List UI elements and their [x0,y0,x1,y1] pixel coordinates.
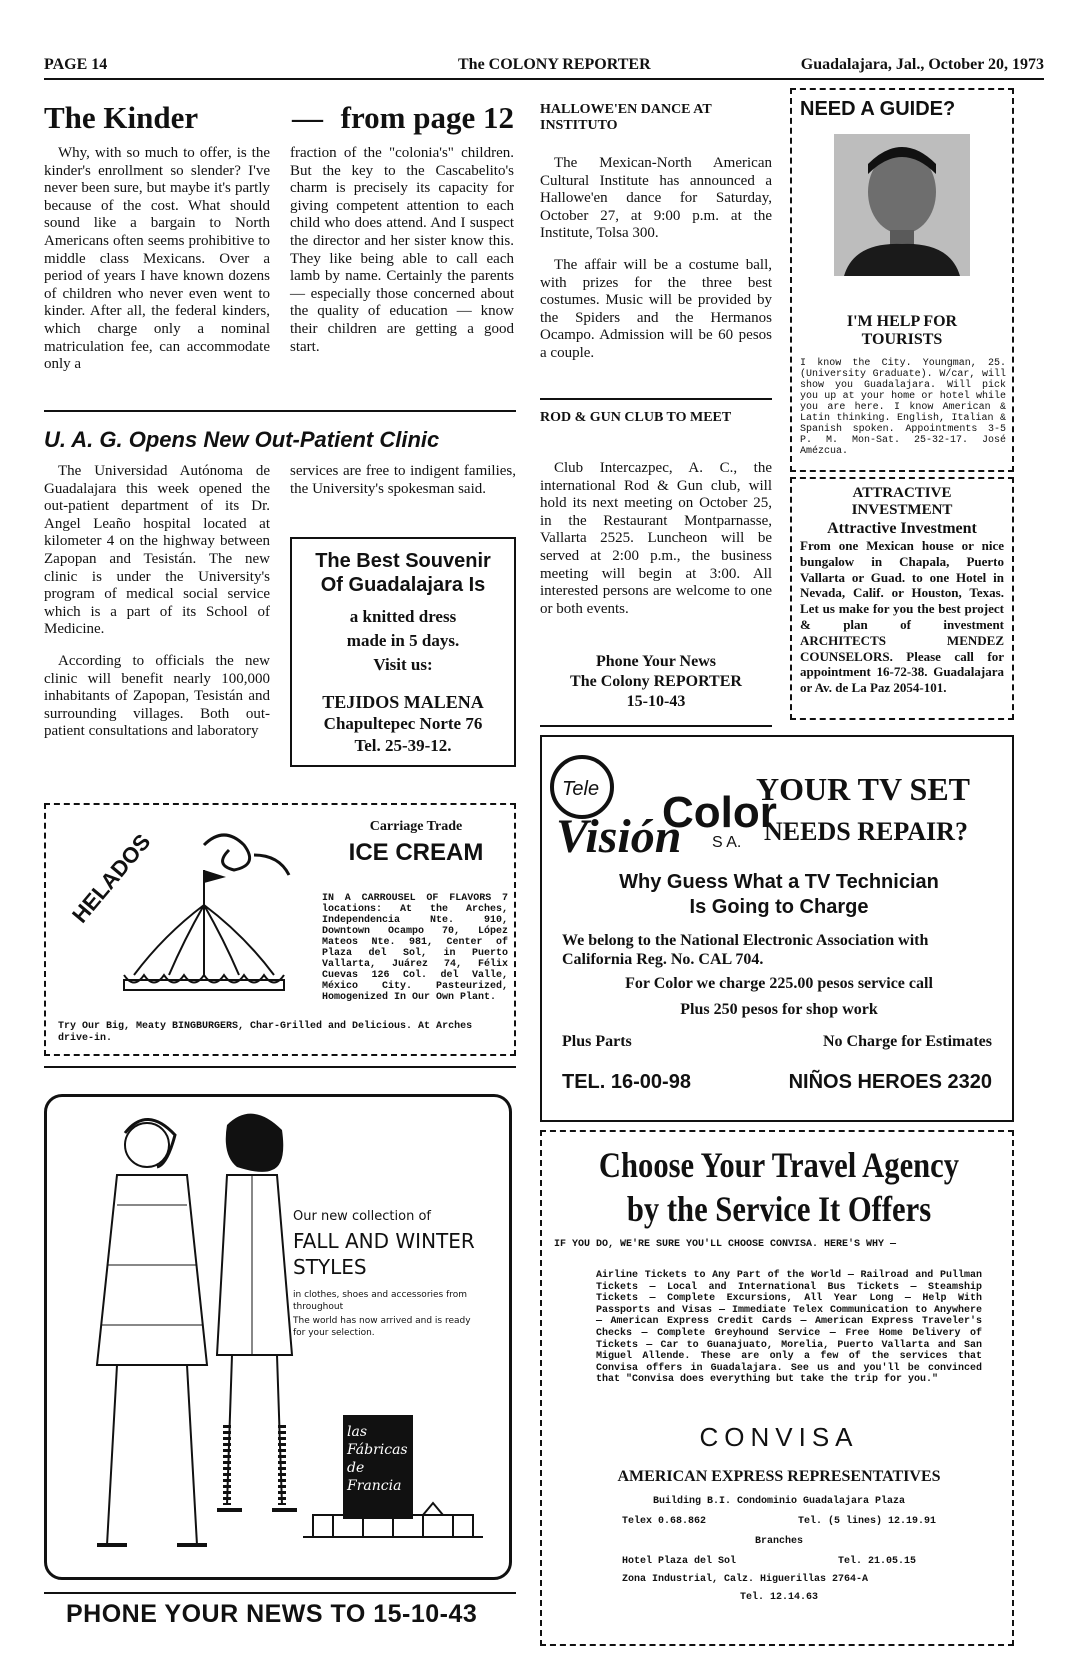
investment-title2: INVESTMENT [851,502,953,518]
dateline: Guadalajara, Jal., October 20, 1973 [800,56,1044,73]
icecream-footer: Try Our Big, Meaty BINGBURGERS, Char-Grilled and Delicious. At Arches drive-in. [58,1021,473,1044]
uag-headline: U. A. G. Opens New Out-Patient Clinic [44,427,440,452]
carousel-illustration [54,815,304,995]
tv-tel: TEL. 16-00-98 [562,1071,691,1093]
svg-text:HELADOS: HELADOS [67,829,156,928]
uag-p3: services are free to indigent families, the University's spokesman said. [290,463,516,497]
fabricas-ad [44,1094,512,1580]
guide-portrait-photo [834,134,970,276]
convisa-branch2-name: Zona Industrial, Calz. Higuerillas 2764-A [622,1574,869,1585]
fabricas-line1: Our new collection of [293,1209,431,1224]
kinder-headline [44,100,514,144]
kinder-headline-left: The Kinder [44,100,199,135]
convisa-ad [540,1130,1014,1646]
header-rule [44,78,1044,80]
kinder-headline-dash: — [292,100,323,135]
souvenir-address: Chapultepec Norte 76 [323,714,483,733]
convisa-branch2-tel: Tel. 12.14.63 [739,1592,818,1603]
tv-repair-ad [540,735,1014,1122]
rodgun-body [540,460,772,632]
souvenir-title1: The Best Souvenir [315,550,491,572]
rodgun-rule [540,725,772,727]
guide-subtitle: I'M HELP FOR TOURISTS [846,313,958,348]
icecream-body: IN A CARROUSEL OF FLAVORS 7 locations: At the Arches, Independencia Nte. 910, Downtown Ocampo 70, López Mateos Nte. 981, Center of Plaza del Sol, in Puerto Vallarta, Juárez 74, Félix Cuevas 126 Col. del Valle, México City. Pasteurized, Homogenized In Our Own Plant. [322,893,508,1003]
convisa-intro: IF YOU DO, WE'RE SURE YOU'LL CHOOSE CONVISA. HERE'S WHY — [554,1239,897,1250]
uag-p1: The Universidad Autónoma de Guadalajara this week opened the out-patient department of its Dr. Angel Leaño hospital located at kilometer 4 on the highway between Zapopan and Tesistán. The new clinic is under the University's program of medical social service which is a part of its School of Medicine. [44,463,270,638]
kinder-text-2: fraction of the "colonia's" children. But the key to the Cascabelito's charm is precisely its capacity for giving competent attention to each child who does attend. And I suspect the director and her sister know this. They like being able to call each lamb by name. Certainly the parents — especially those concerned about the quality of education — know their children are getting a good start. [290,145,514,355]
phone-news-line1: Phone Your News [595,653,716,670]
tv-question2: Is Going to Charge [689,896,869,918]
convisa-tel: Tel. (5 lines) 12.19.91 [798,1516,937,1527]
fashion-illustration [77,1105,327,1565]
svg-text:Color: Color [662,788,777,837]
uag-col2 [290,463,516,512]
phone-news-big: PHONE YOUR NEWS TO 15-10-43 [66,1600,478,1628]
phone-news-small [540,652,772,712]
investment-subtitle: Attractive Investment [827,520,977,537]
uag-p2: According to officials the new clinic will benefit nearly 100,000 inhabitants of Zapopan, Tesistán and surrounding villages. Both out-patient consultations and laboratory [44,652,270,740]
fabricas-line4: in clothes, shoes and accessories from throughout [293,1290,468,1312]
kinder-col2 [290,145,514,370]
phone-news-rule [44,1592,516,1594]
tv-color-charge: For Color we charge 225.00 pesos service call [625,975,933,992]
svg-text:S A.: S A. [712,834,742,851]
phone-news-line3: 15-10-43 [626,693,686,710]
fabricas-logo-text: las Fábricas de Francia [347,1424,408,1494]
souvenir-line1: a knitted dress [349,607,457,626]
souvenir-tel: Tel. 25-39-12. [354,736,452,755]
convisa-building: Building B.I. Condominio Guadalajara Plaza [652,1496,906,1507]
kinder-text-1: Why, with so much to offer, is the kinder's enrollment so slender? I've never been sure, but maybe it's partly because of the cost. What should sound like a bargain to North Americans often seems prohibitive to middle class Mexicans. Over a period of years I have known dozens of children who never even went to kinder. After all, the federal kinders, which charge only a nominal matriculation fee, can accommodate only a [44,145,270,373]
convisa-headline2: by the Service It Offers [626,1189,932,1229]
convisa-logo: CONVISA [699,1422,859,1452]
souvenir-line3: Visit us: [373,655,433,674]
halloween-body [540,155,772,377]
kinder-col1 [44,145,270,388]
tv-question1: Why Guess What a TV Technician [619,871,939,893]
guide-body: I know the City. Youngman, 25. (University Graduate). W/car, will show you Guadalajara. Will pick you up at your home or hotel while you are here. I know American & Latin thinking. English, Italian & Spanish spoken. Appointments 3-5 P. M. Mon-Sat. 25-32-17. José Amézcua. [800,358,1006,457]
fabricas-line5: The world has now arrived and is ready for your selection. [293,1316,471,1338]
convisa-body: Airline Tickets to Any Part of the World — Railroad and Pullman Tickets — Local and International Bus Tickets — Steamship Tickets — Complete Excursions, All Year Long — Help With Passports and Visas — Immediate Telex Communication to Anywhere — American Express Credit Cards — American Express Traveler's Checks — Complete Greyhound Service — Free Home Delivery of Tickets — Car to Guanajuato, Morelia, Puerto Vallarta and San Miguel Allende. These are only a few of the services that Convisa offers in Guadalajara. See us and you'll be convinced that "Convisa does everything but take the trip for you." [596,1270,982,1386]
guide-title: NEED A GUIDE? [800,98,956,120]
tv-headline1: YOUR TV SET [756,771,970,807]
investment-body: From one Mexican house or nice bungalow in Chapala, Puerto Vallarta or Guad. to one Hotel in Nevada, Calif. or Houston, Texas. Let us make for you the best project & plan of investment ARCHITECTS MENDEZ COUNSELORS. Please call for appointment 16-72-38. Guadalajara or Av. de La Paz 2054-101. [800,538,1004,696]
phone-news-line2: The Colony REPORTER [570,673,742,690]
souvenir-title2: Of Guadalajara Is [320,574,486,596]
fabricas-line2: FALL AND WINTER [293,1229,475,1253]
convisa-branch1-tel: Tel. 21.05.15 [838,1556,917,1567]
convisa-branches: Branches [754,1536,803,1547]
uag-col1 [44,463,270,755]
kinder-rule [44,410,516,412]
tv-estimates: No Charge for Estimates [822,1033,992,1050]
tv-logo [542,747,782,857]
icecream-title: ICE CREAM [348,839,484,866]
kinder-headline-right: from page 12 [340,100,514,135]
paper-name: The COLONY REPORTER [458,56,651,73]
icecream-trade: Carriage Trade [369,819,463,834]
svg-text:Visión: Visión [556,810,682,857]
souvenir-line2: made in 5 days. [346,631,460,650]
souvenir-name: TEJIDOS MALENA [322,692,484,712]
souvenir-ad [290,537,516,767]
investment-title1: ATTRACTIVE [852,485,952,501]
rodgun-p1: Club Intercazpec, A. C., the international Rod & Gun club, will hold its next meeting on October 25, in the Restaurant Montparnasse, Vallarta 2525. Luncheon will be served at 2:00 p.m., the business meeting will begin at 3:00. All interested persons are welcome to one or both events. [540,460,772,617]
svg-text:Tele: Tele [562,778,600,800]
page-number: PAGE 14 [44,56,108,73]
guide-ad [790,88,1014,472]
page-header [44,52,1044,76]
investment-ad [790,477,1014,720]
halloween-p1: The Mexican-North American Cultural Institute has announced a Hallowe'en dance for Saturday, October 27, at 9:00 p.m. at the Institute, Tolsa 300. [540,155,772,242]
convisa-rep: AMERICAN EXPRESS REPRESENTATIVES [617,1468,941,1485]
tv-belong: We belong to the National Electronic Association with California Reg. No. CAL 704. [562,932,929,968]
convisa-headline1: Choose Your Travel Agency [598,1145,960,1185]
fabricas-store-illustration [303,1501,483,1541]
tv-address: NIÑOS HEROES 2320 [788,1071,992,1093]
rodgun-headline: ROD & GUN CLUB TO MEET [540,410,732,425]
halloween-headline: HALLOWE'EN DANCE AT INSTITUTO [540,102,712,133]
tv-shop-charge: Plus 250 pesos for shop work [680,1001,878,1018]
fabricas-line3: STYLES [293,1255,367,1279]
tv-headline2: NEEDS REPAIR? [764,817,968,846]
halloween-rule [540,398,772,400]
convisa-branch1-name: Hotel Plaza del Sol [622,1556,737,1567]
convisa-telex: Telex 0.68.862 [622,1516,707,1527]
tv-parts: Plus Parts [562,1033,632,1050]
halloween-p2: The affair will be a costume ball, with prizes for the three best costumes. Music will be provided by the Spiders and the Hermanos Ocampo. Admission will be 60 pesos a couple. [540,256,772,361]
icecream-rule [44,1066,516,1068]
icecream-ad [44,803,516,1056]
